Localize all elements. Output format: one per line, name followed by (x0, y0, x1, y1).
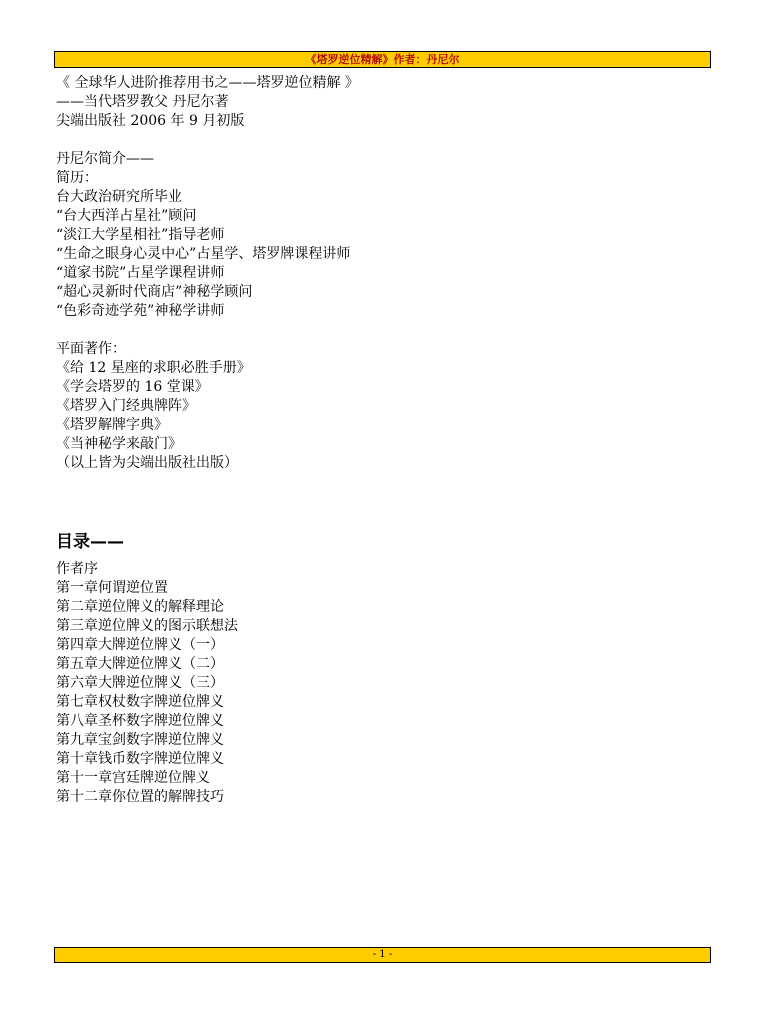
toc-item: 第六章大牌逆位牌义（三） (56, 675, 224, 691)
publisher-line: 尖端出版社 2006 年 9 月初版 (56, 113, 245, 129)
author-line: ——当代塔罗教父 丹尼尔著 (56, 94, 229, 110)
works-item: 《学会塔罗的 16 堂课》 (56, 379, 209, 395)
toc-heading: 目录—— (56, 532, 124, 552)
works-item: 《塔罗解牌字典》 (56, 417, 168, 433)
page-footer (54, 947, 711, 963)
bio-item: “道家书院”占星学课程讲师 (56, 265, 225, 281)
toc-section (56, 530, 706, 807)
spacer (56, 473, 706, 530)
toc-item: 第十二章你位置的解牌技巧 (56, 789, 224, 805)
toc-item: 第十章钱币数字牌逆位牌义 (56, 751, 224, 767)
works-section (56, 340, 706, 473)
bio-label: 简历： (56, 170, 98, 186)
page-header (54, 51, 711, 68)
bio-item: “超心灵新时代商店”神秘学顾问 (56, 284, 253, 300)
toc-item: 第七章权杖数字牌逆位牌义 (56, 694, 224, 710)
works-item: 《塔罗入门经典牌阵》 (56, 398, 196, 414)
toc-item: 第八章圣杯数字牌逆位牌义 (56, 713, 224, 729)
bio-item: “色彩奇迹学苑”神秘学讲师 (56, 303, 225, 319)
toc-item: 第四章大牌逆位牌义（一） (56, 637, 224, 653)
works-item: 《给 12 星座的求职必胜手册》 (56, 360, 251, 376)
toc-item: 第二章逆位牌义的解释理论 (56, 599, 224, 615)
toc-item: 作者序 (56, 561, 98, 577)
document-body (56, 74, 706, 807)
bio-item: 台大政治研究所毕业 (56, 189, 182, 205)
works-heading: 平面著作： (56, 341, 126, 357)
spacer (56, 321, 706, 340)
works-note: （以上皆为尖端出版社出版） (56, 455, 238, 471)
toc-item: 第一章何谓逆位置 (56, 580, 168, 596)
header-title: 《塔罗逆位精解》作者：丹尼尔 (305, 53, 460, 66)
intro-section (56, 74, 706, 131)
book-title-line: 《 全球华人进阶推荐用书之——塔罗逆位精解 》 (56, 75, 359, 91)
toc-item: 第三章逆位牌义的图示联想法 (56, 618, 238, 634)
bio-item: “淡江大学星相社”指导老师 (56, 227, 225, 243)
toc-item: 第十一章宫廷牌逆位牌义 (56, 770, 210, 786)
spacer (56, 131, 706, 150)
bio-heading: 丹尼尔简介—— (56, 151, 154, 167)
toc-item: 第五章大牌逆位牌义（二） (56, 656, 224, 672)
works-item: 《当神秘学来敲门》 (56, 436, 182, 452)
bio-item: “生命之眼身心灵中心”占星学、塔罗牌课程讲师 (56, 246, 351, 262)
bio-section (56, 150, 706, 321)
toc-item: 第九章宝剑数字牌逆位牌义 (56, 732, 224, 748)
bio-item: “台大西洋占星社”顾问 (56, 208, 197, 224)
page-number: - 1 - (372, 949, 393, 960)
